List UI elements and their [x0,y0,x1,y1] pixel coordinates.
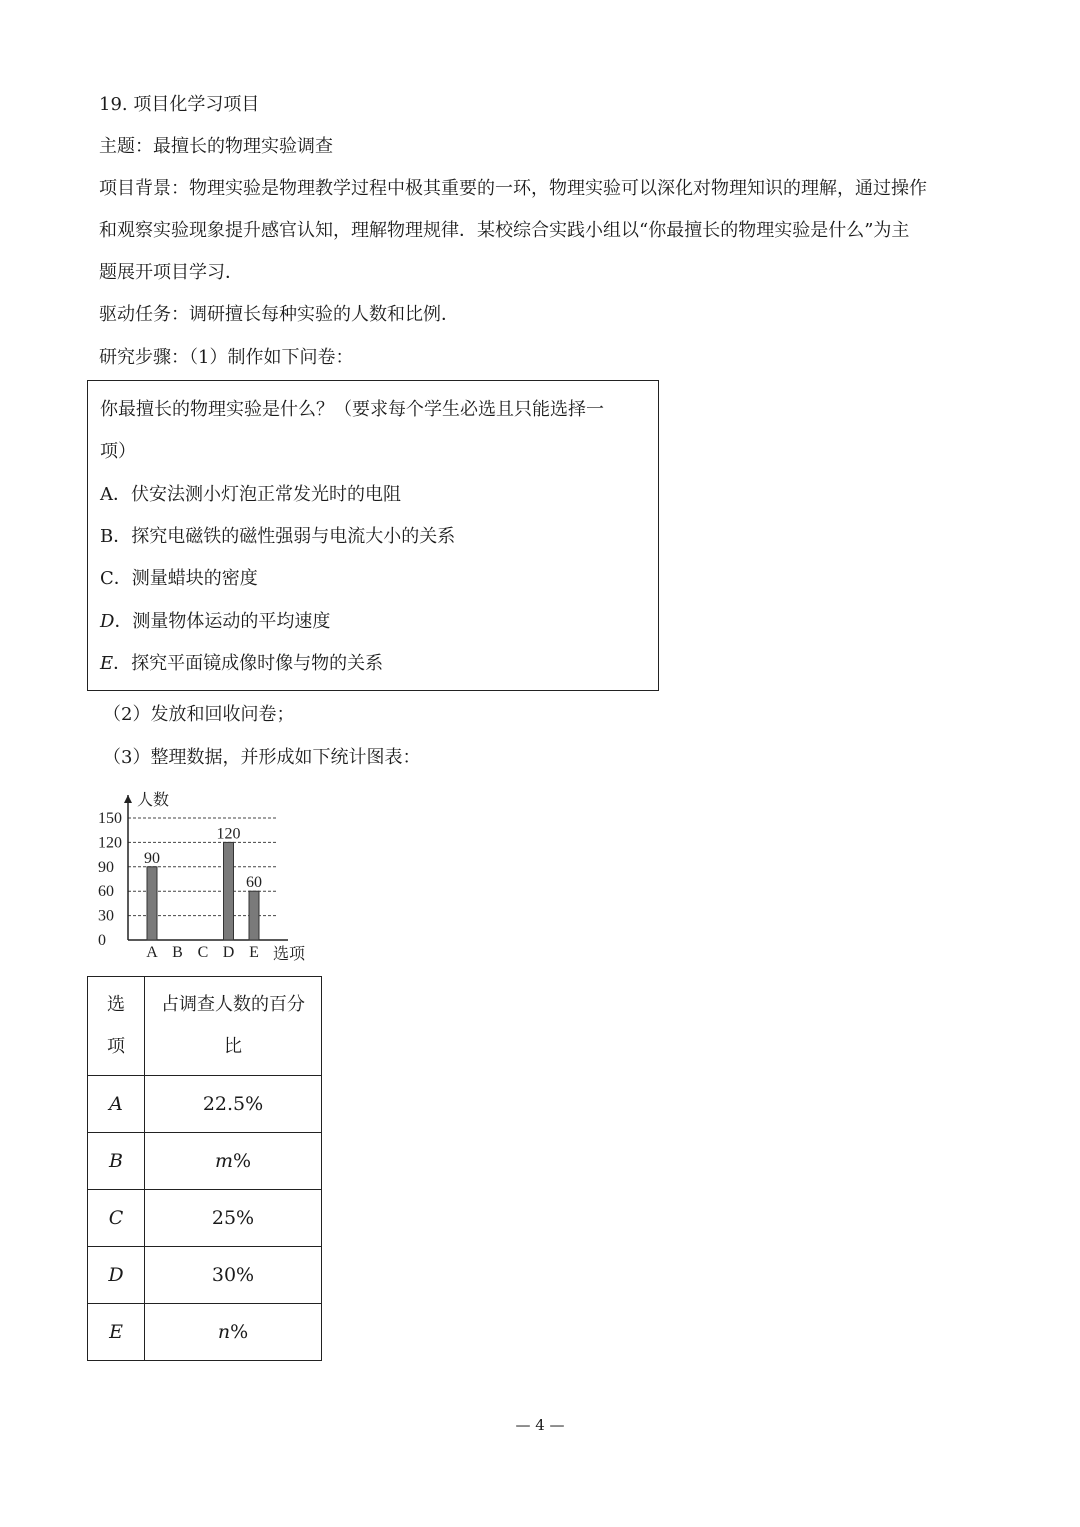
y-tick-label: 120 [98,834,122,852]
background-line-3: 题展开项目学习． [99,262,243,283]
option-text: ．伏安法测小灯泡正常发光时的电阻 [113,484,401,505]
x-tick-label: C [197,944,209,961]
bar-d [224,842,234,940]
option-e [100,651,383,677]
page-number: — 4 — [515,1416,565,1434]
row-value: 25% [145,1190,322,1247]
option-b [100,524,455,550]
question-heading [99,92,259,118]
row-value: 22.5% [145,1076,322,1133]
row-value [145,1304,322,1361]
y-axis-arrow [124,795,132,803]
option-text: ．探究电磁铁的磁性强弱与电流大小的关系 [113,526,456,547]
row-option: E [88,1304,145,1361]
option-text: ．测量物体运动的平均速度 [114,611,331,632]
option-d [100,609,330,635]
header-option [88,977,145,1076]
research-step-2: （2）发放和回收问卷； [103,704,295,725]
row-option: A [88,1076,145,1133]
data-label: 120 [216,825,241,843]
option-a [100,482,401,508]
questionnaire-prompt: 你最擅长的物理实验是什么？（要求每个学生必选且只能选择一 [100,399,604,420]
research-step-1: 研究步骤：（1）制作如下问卷： [99,347,354,368]
percent-sign: % [230,1321,249,1343]
row-option: B [88,1133,145,1190]
header-percentage [145,977,322,1076]
bar-e [249,891,259,940]
questionnaire-box [87,380,659,691]
driving-task: 驱动任务：调研擅长每种实验的人数和比例． [99,304,459,325]
x-tick-label: D [222,944,235,961]
option-text: ．探究平面镜成像时像与物的关系 [113,653,384,674]
header-option-line1: 选 [107,994,125,1015]
table-header-row [88,977,322,1076]
background-line-1: 项目背景：物理实验是物理教学过程中极其重要的一环，物理实验可以深化对物理知识的理解，通过操作 [99,178,927,199]
percent-sign: % [232,1150,252,1172]
option-letter: A [100,484,113,505]
question-title: 项目化学习项目 [133,94,260,115]
x-axis-label: 选项 [273,946,306,963]
header-percentage-line2: 比 [224,1036,242,1057]
percentage-table [87,976,322,1361]
option-letter: D [100,611,115,632]
questionnaire-prompt-cont: 项） [100,441,136,462]
background-line-2: 和观察实验现象提升感官认知，理解物理规律．某校综合实践小组以“你最擅长的物理实验是什么”为主 [99,220,910,241]
header-option-line2: 项 [107,1036,125,1057]
option-letter: C [100,568,114,589]
bar-a [147,867,157,940]
table-row [88,1247,322,1304]
data-label: 60 [246,874,262,892]
y-axis-label: 人数 [137,792,170,809]
y-tick-label: 60 [98,883,114,901]
y-tick-label: 90 [98,858,114,876]
y-tick-label: 150 [98,810,122,827]
topic: 主题：最擅长的物理实验调查 [99,136,333,157]
table-row [88,1304,322,1361]
variable-n: n [217,1321,231,1343]
row-option: D [88,1247,145,1304]
option-c [100,566,258,592]
option-text: ．测量蜡块的密度 [113,568,258,589]
x-tick-label: E [249,944,259,961]
data-label: 90 [144,849,160,867]
row-option: C [88,1190,145,1247]
row-value: 30% [145,1247,322,1304]
row-value [145,1133,322,1190]
y-tick-label: 0 [98,932,106,949]
x-tick-label: B [172,944,183,961]
research-step-3: （3）整理数据，并形成如下统计图表： [103,747,421,768]
table-row [88,1076,322,1133]
variable-m: m [214,1150,233,1172]
bar-chart [90,785,330,965]
option-letter: B [100,526,114,547]
table-row [88,1190,322,1247]
y-tick-label: 30 [98,907,114,925]
x-tick-label: A [146,944,158,961]
question-number: 19. [99,94,128,115]
table-row [88,1133,322,1190]
option-letter: E [100,653,114,674]
header-percentage-line1: 占调查人数的百分 [161,994,305,1015]
